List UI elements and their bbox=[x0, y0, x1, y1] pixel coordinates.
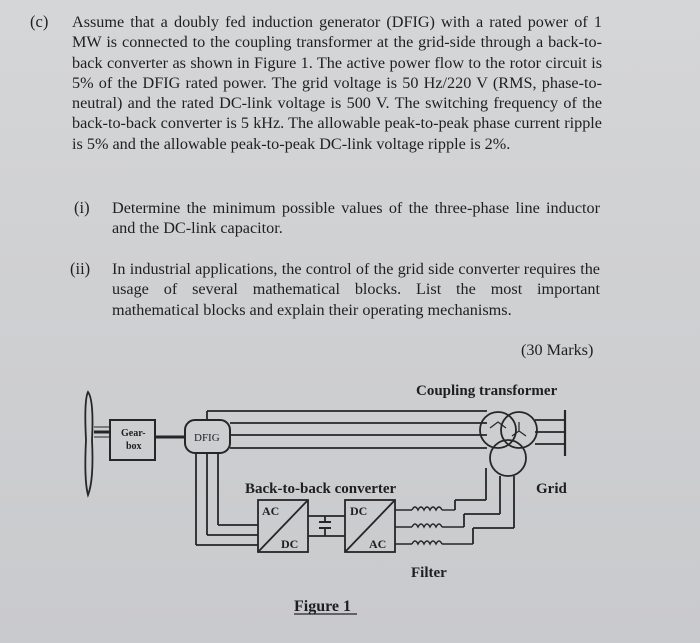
label-gearbox-line1: Gear- bbox=[121, 428, 146, 439]
subquestion-ii-label: (ii) bbox=[70, 259, 91, 278]
label-dfig: DFIG bbox=[194, 432, 220, 444]
question-label: (c) bbox=[30, 12, 49, 31]
subquestion-i-text: Determine the minimum possible values of the three-phase line inductor and the DC-link capacitor. bbox=[112, 199, 600, 238]
label-converter1-ac: AC bbox=[262, 504, 280, 518]
label-grid: Grid bbox=[536, 481, 567, 497]
subquestion-ii-text: In industrial applications, the control of the grid side converter requires the usage of several mathematical blocks. List the most important mathematical blocks and explain their operating mechanisms. bbox=[112, 260, 600, 319]
question-text: Assume that a doubly fed induction generator (DFIG) with a rated power of 1 MW is connected to the coupling transformer at the grid-side through a back-to-back converter as shown in Figure 1. The active power flow to the rotor circuit is 5% of the DFIG rated power. The grid voltage is 50 Hz/220 V (RMS, phase-to-neutral) and the rated DC-link voltage is 500 V. The switching frequency of the back-to-back converter is 5 kHz. The allowable peak-to-peak phase current ripple is 5% and the allowable peak-to-peak DC-link voltage ripple is 2%. bbox=[72, 13, 602, 153]
filter-inductors bbox=[395, 507, 473, 544]
label-converter1-dc: DC bbox=[281, 537, 299, 551]
gearbox-box bbox=[110, 420, 155, 460]
label-gearbox-line2: box bbox=[126, 441, 142, 452]
label-coupling-transformer: Coupling transformer bbox=[416, 383, 558, 399]
label-converter2-dc: DC bbox=[350, 504, 368, 518]
subquestion-i-label: (i) bbox=[74, 198, 90, 217]
turbine-blade bbox=[85, 392, 92, 495]
marks: (30 Marks) bbox=[521, 341, 594, 359]
figure-caption: Figure 1 bbox=[294, 598, 352, 615]
label-filter: Filter bbox=[411, 565, 447, 581]
label-back-to-back-converter: Back-to-back converter bbox=[245, 481, 397, 497]
label-converter2-ac: AC bbox=[369, 537, 387, 551]
